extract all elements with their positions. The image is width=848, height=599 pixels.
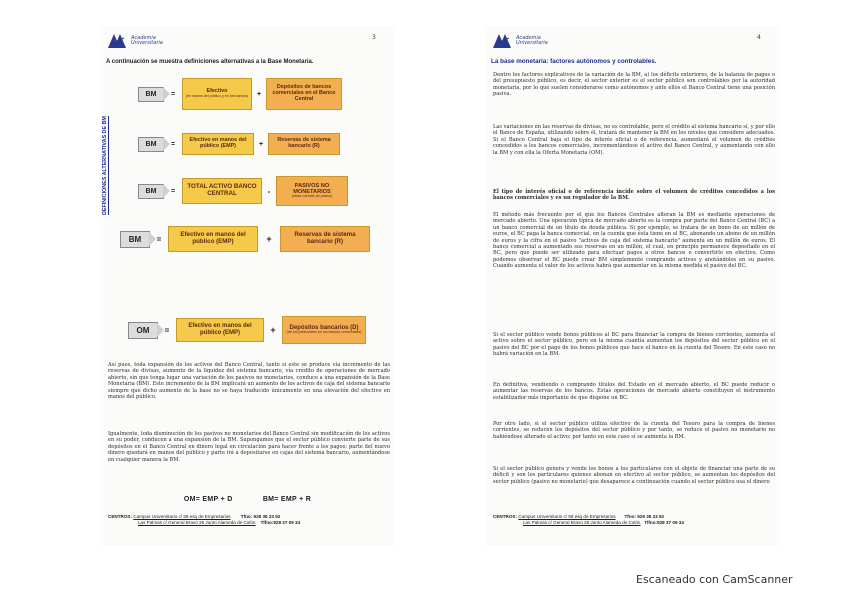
definition-box-a xyxy=(182,78,252,110)
box-a-text: Efectivo en manos del público (EMP) xyxy=(189,137,247,149)
footer-address-2: Las Palmas c/ General Bravo 35 Junto Alameda de Colón xyxy=(138,519,256,525)
paragraph: El método más frecuente por el que los Bancos Centrales alteran la BM es mediante operaciones de mercado abierto. Una operación típica de mercado abierto es la compra por parte del Banco Central (BC) a un banco comercial de un título de deuda pública. Si por ejemplo, se tratara de un bono de un millón de euros, el BC paga la banca comercial, en la cuenta que ésta tiene en el BC, abonando un abono de un millón de euros y la cifra en el pasivo "activos de caja del sistema bancario" aumenta en un millón de euros. El banco comercial a aumentado sus reservas en un millón, el cual, en principio permanece depositado en el BC, pero que puede ser utilizado para efectuar pagos a otros bancos o convertirlo en efectivo. Como podemos observar el BC puede crear BM simplemente comprando activos y anotándolos en su pasivo. Cuando aumenta el valor de los activos habrá que aumentar en la misma medida el pasivo del BC. xyxy=(493,212,775,270)
plus-sign: + xyxy=(270,325,276,335)
definition-box-a xyxy=(176,318,264,342)
definition-box-a xyxy=(182,133,254,155)
paragraph: Así pues, toda expansión de los activos del Banco Central, tanto si este se produce vía incremento de las reservas de divisas, aumento de la liquidez del sistema bancario, vía crédito de operaciones de mercado abierto, sin que tenga lugar una variación de los pasivos no monetarios, conduce a una expansión de la Base Monetaria (BM). Este incremento de la BM implicará un aumento de los activos de caja del sistema bancario siempre que dicho aumento de la base no se haya traducido únicamente en una elevación del efectivo en manos del público. xyxy=(108,362,390,401)
plus-sign: + xyxy=(256,90,262,98)
bm-label: BM xyxy=(138,184,164,199)
formulas xyxy=(100,496,395,503)
academy-logo xyxy=(106,32,163,50)
definition-box-a xyxy=(182,178,262,204)
logo-text-line-2: Universitaria xyxy=(516,40,548,46)
equals-sign: = xyxy=(164,325,170,335)
footer-label: CENTROS: xyxy=(108,514,132,519)
paragraph: Las variaciones en las reservas de divisas, no es controlable, pero el crédito al sistema bancario sí, y por ello el Banco de España, utilizando sobre él, tratará de mantener la BM en los niveles que considere adecuados. Si el Banco Central baja el tipo de interés oficial o de referencia, aumentará el volumen de créditos concedidos a los bancos comerciales, incrementándose el activo del Banco Central, y aumentando con ello la BM y con ella la Oferta Monetaria (OM). xyxy=(493,124,775,156)
section-heading: La base monetaria: factores autónomos y controlables. xyxy=(491,58,657,65)
box-b-text: Depósitos bancarios (D) xyxy=(289,324,359,331)
paragraph: Igualmente, toda disminución de los pasivos no monetarios del Banco Central sin modificación de los activos en su poder, conducen a una expansión de la BM. Supongamos que el sector público convierte parte de sus depósitos en el Banco Central en dinero legal en circulación para hacer frente a los pagos; parte del nuevo dinero quedará en manos del público y parte irá a depositarse en cajas del sistema bancario, aumentándose en cualquier manera la BM. xyxy=(108,431,390,463)
box-a-text: TOTAL ACTIVO BANCO CENTRAL xyxy=(187,183,257,197)
definition-box-a xyxy=(168,226,258,252)
intro-text: A continuación se muestra definiciones alternativas a la Base Monetaria. xyxy=(106,59,314,65)
equals-sign: = xyxy=(170,140,176,148)
equals-sign: = xyxy=(170,187,176,195)
definition-box-b xyxy=(276,176,348,206)
footer-address-1: Campus Universitario c/ 59 esq de Empresarios xyxy=(133,514,231,519)
equals-sign: = xyxy=(156,234,162,244)
vertical-label: DEFINICIONES ALTERNATIVAS DE BM xyxy=(102,116,108,216)
paragraph: El tipo de interés oficial o de referencia incide sobre el volumen de créditos concedidos a los bancos comerciales y es un regulador de la BM. xyxy=(493,189,775,202)
definition-row xyxy=(138,176,348,206)
formula-bm: BM= EMP + R xyxy=(262,496,312,503)
box-b-text: Reservas de sistema bancario (R) xyxy=(294,231,356,245)
logo-mark-icon xyxy=(491,32,513,50)
box-a-subtext: (en manos del público y en los bancos) xyxy=(185,93,249,98)
logo-text-line-1: Academia xyxy=(131,35,156,41)
definition-row xyxy=(120,226,370,252)
scanner-watermark: Escaneado con CamScanner xyxy=(636,573,793,586)
academy-logo xyxy=(491,32,548,50)
left-page xyxy=(100,26,395,546)
om-label: OM xyxy=(128,322,158,339)
box-a-text: Efectivo en manos del público (EMP) xyxy=(180,231,246,245)
plus-sign: + xyxy=(258,140,264,148)
box-a-text: Efectivo xyxy=(206,88,228,95)
logo-text-line-1: Academia xyxy=(516,35,541,41)
definition-box-b xyxy=(266,78,342,110)
paragraph: Si el sector público genera y vende los bonos a los particulares con el objeto de financiar una parte de su déficit y son los particulares quienes abonan en efectivo al sector público, se aumentan los depósitos del sector público (pasivo no monetario) que desaparece a continuación cuando el sector público usa el dinero xyxy=(493,466,775,485)
box-a-text: Efectivo en manos del público (EMP) xyxy=(188,323,252,336)
definition-row xyxy=(128,316,366,344)
right-page xyxy=(485,26,780,546)
page-footer xyxy=(493,514,778,526)
footer-phone-2: Tlfno:928 37 09 34 xyxy=(260,519,301,525)
formula-om: OM= EMP + D xyxy=(183,496,233,503)
definition-row xyxy=(138,133,340,155)
box-b-subtext: (de los particulares en los bancos comerciales) xyxy=(286,330,362,335)
definition-box-b xyxy=(268,133,340,155)
footer-phone-2: Tlfno:928 37 09 34 xyxy=(644,519,684,525)
box-b-text: Reservas de sistema bancario (R) xyxy=(277,137,331,149)
bm-label: BM xyxy=(138,137,164,152)
paragraph: En definitiva, vendiendo o comprando títulos del Estado en el mercado abierto, el BC puede reducir o aumentar las reservas de los bancos. Estas operaciones de mercado abierto constituyen el instrumento estabilizador más importante de que dispone un BC. xyxy=(493,382,775,401)
definition-box-b xyxy=(280,226,370,252)
equals-sign: = xyxy=(170,90,176,98)
paragraph: Por otro lado, si el sector público utiliza efectivo de la cuenta del Tesoro para la compra de bienes corrientes, se reducen los depósitos del sector público y por tanto, se reduce el pasivo no monetario no habiéndose alterado el activo; por tanto en este caso sí se aumenta la BM. xyxy=(493,421,775,440)
definition-row xyxy=(138,78,342,110)
page-footer xyxy=(108,514,393,526)
box-b-text: PASIVOS NO MONETARIOS xyxy=(293,182,331,196)
page-number: 4 xyxy=(757,34,761,41)
footer-label: CENTROS: xyxy=(493,514,517,519)
page-number: 3 xyxy=(372,34,376,41)
box-b-subtext: (otras cuentas de pasivo) xyxy=(291,194,333,199)
minus-sign: - xyxy=(267,186,271,196)
logo-text-line-2: Universitaria xyxy=(131,40,163,46)
logo-mark-icon xyxy=(106,32,128,50)
footer-phone-1: Tfno: 928 35 23 92 xyxy=(624,514,665,519)
plus-sign: + xyxy=(266,234,272,244)
definition-box-b xyxy=(282,316,366,344)
bm-label: BM xyxy=(138,87,164,102)
footer-address-1: Campus Universitario c/ 59 esq de Empresarios xyxy=(518,514,616,519)
bm-label: BM xyxy=(120,231,150,248)
footer-phone-1: Tfno: 928 35 23 92 xyxy=(240,514,281,519)
paragraph: Si el sector público vende bonos públicos al BC para financiar la compra de bienes corrientes, aumenta el activo sobre el sector público, pero en la misma cuantía aumentan los depósitos del sector público en el pasivo del BC por el pago de los bonos públicos que hace el banco en la cuenta del Tesoro. En este caso no habrá variación en la BM. xyxy=(493,332,775,358)
paragraph: Dentro los factores explicativos de la variación de la BM, a) los déficits exteriores, de la balanza de pagos o del presupuesto público, es decir, el sector exterior es el sector público son controlables por la autoridad monetaria, por lo que suelen considerarse como autónomos y ante ellos el Banco Central tiene una posición pasiva. xyxy=(493,72,775,98)
box-b-text: Depósitos de bancos comerciales en el Banco Central xyxy=(272,84,336,102)
footer-address-2: Las Palmas c/ General Bravo 35 Junto Alameda de Colón xyxy=(523,519,641,525)
